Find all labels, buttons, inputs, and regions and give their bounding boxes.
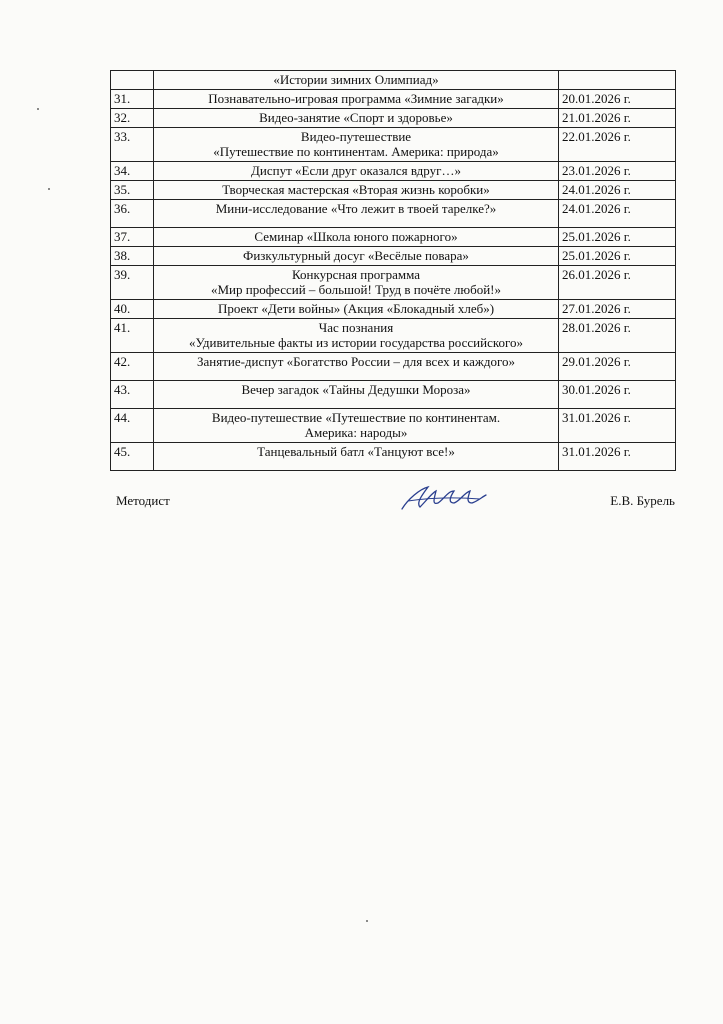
event-title [154,409,559,443]
row-number: 32. [111,109,154,128]
event-title [154,228,559,247]
event-title [154,128,559,162]
table-row [111,162,676,181]
event-date: 20.01.2026 г. [559,90,676,109]
events-table-body [111,71,676,471]
event-title-line: «Мир профессий – большой! Труд в почёте любой!» [210,282,502,297]
event-date: 31.01.2026 г. [559,443,676,471]
event-title-line: Физкультурный досуг «Весёлые повара» [243,248,469,263]
event-title-line: Видео-путешествие «Путешествие по континентам. [211,410,501,425]
event-date: 26.01.2026 г. [559,266,676,300]
event-date: 25.01.2026 г. [559,247,676,266]
row-number: 43. [111,381,154,409]
table-row [111,443,676,471]
event-title-line: Проект «Дети войны» (Акция «Блокадный хлеб») [217,301,495,316]
event-title [154,353,559,381]
event-date: 27.01.2026 г. [559,300,676,319]
table-row [111,228,676,247]
row-number: 34. [111,162,154,181]
row-number: 33. [111,128,154,162]
events-table [110,70,676,471]
event-date: 25.01.2026 г. [559,228,676,247]
signer-name: Е.В. Бурель [610,493,675,508]
row-number: 42. [111,353,154,381]
event-date: 21.01.2026 г. [559,109,676,128]
event-title-line: Занятие-диспут «Богатство России – для всех и каждого» [196,354,516,369]
table-row [111,409,676,443]
scan-speck [37,108,39,110]
event-date: 31.01.2026 г. [559,409,676,443]
event-title [154,247,559,266]
event-date [559,71,676,90]
event-title-line: Познавательно-игровая программа «Зимние загадки» [208,91,504,106]
event-title [154,109,559,128]
event-title-line: Конкурсная программа [291,267,421,282]
signer-role: Методист [116,493,170,508]
row-number: 35. [111,181,154,200]
event-date: 29.01.2026 г. [559,353,676,381]
event-title [154,162,559,181]
event-title-line: «Путешествие по континентам. Америка: природа» [213,144,499,159]
table-row [111,266,676,300]
row-number: 39. [111,266,154,300]
event-title-line: Диспут «Если друг оказался вдруг…» [251,163,461,178]
table-row [111,128,676,162]
table-row [111,71,676,90]
table-row [111,247,676,266]
event-title-line: Видео-занятие «Спорт и здоровье» [259,110,453,125]
event-title [154,443,559,471]
row-number: 31. [111,90,154,109]
event-title [154,300,559,319]
event-title-line: «Истории зимних Олимпиад» [273,72,439,87]
event-title [154,90,559,109]
table-row [111,300,676,319]
row-number: 44. [111,409,154,443]
table-row [111,200,676,228]
event-title [154,266,559,300]
event-title-line: Видео-путешествие [300,129,412,144]
row-number: 40. [111,300,154,319]
event-title-line: Вечер загадок «Тайны Дедушки Мороза» [241,382,471,397]
event-title [154,181,559,200]
event-title-line: Мини-исследование «Что лежит в твоей тарелке?» [215,201,497,216]
table-row [111,90,676,109]
row-number: 45. [111,443,154,471]
row-number: 36. [111,200,154,228]
event-date: 30.01.2026 г. [559,381,676,409]
row-number: 38. [111,247,154,266]
table-row [111,109,676,128]
event-title-line: Америка: народы» [304,425,408,440]
event-date: 22.01.2026 г. [559,128,676,162]
event-date: 28.01.2026 г. [559,319,676,353]
handwritten-signature [398,481,488,515]
table-row [111,319,676,353]
event-title [154,381,559,409]
event-title [154,319,559,353]
event-title [154,71,559,90]
event-title-line: «Удивительные факты из истории государства российского» [188,335,524,350]
event-date: 23.01.2026 г. [559,162,676,181]
event-title [154,200,559,228]
event-title-line: Творческая мастерская «Вторая жизнь коробки» [222,182,490,197]
table-row [111,353,676,381]
row-number: 37. [111,228,154,247]
event-title-line: Час познания [318,320,394,335]
event-title-line: Танцевальный батл «Танцуют все!» [257,444,455,459]
event-date: 24.01.2026 г. [559,181,676,200]
scan-speck [48,188,50,190]
table-row [111,381,676,409]
event-date: 24.01.2026 г. [559,200,676,228]
row-number [111,71,154,90]
table-row [111,181,676,200]
scan-speck [366,920,368,922]
event-title-line: Семинар «Школа юного пожарного» [254,229,458,244]
row-number: 41. [111,319,154,353]
